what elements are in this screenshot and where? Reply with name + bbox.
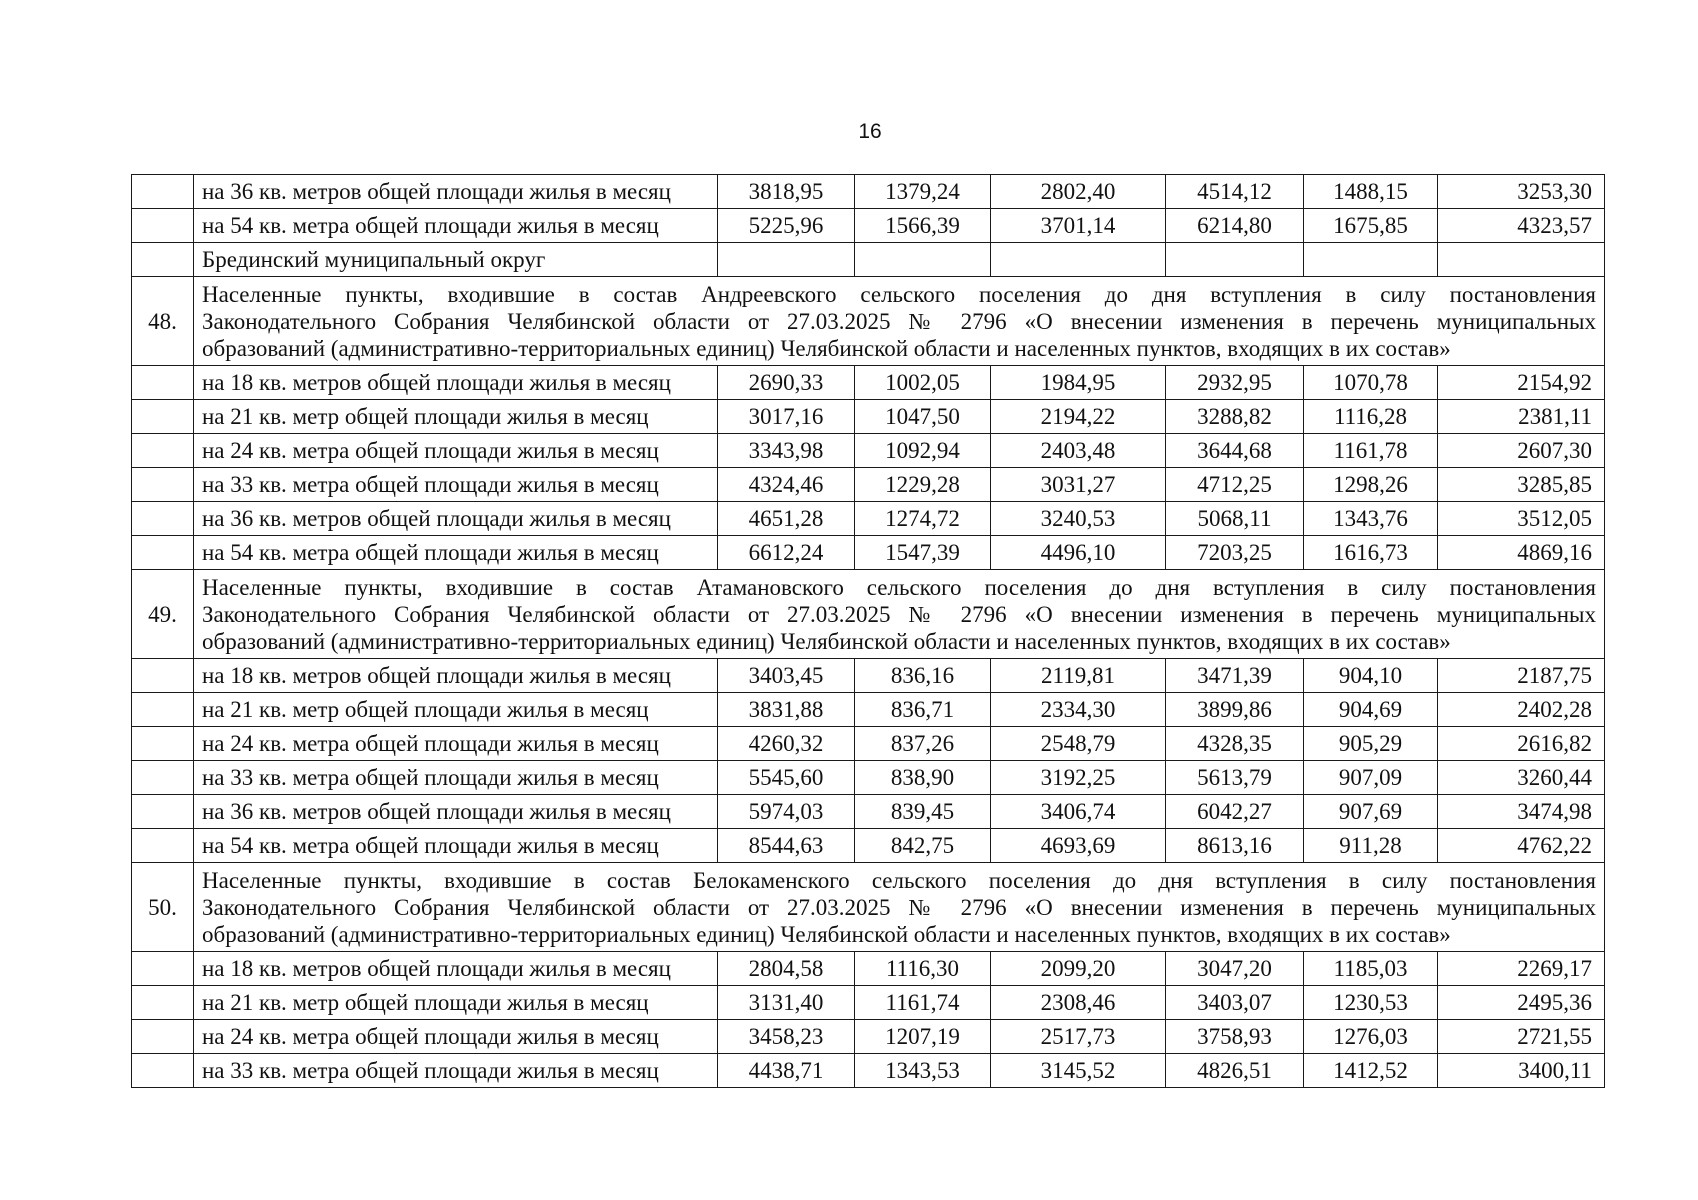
value-cell: 2402,28 xyxy=(1438,693,1605,727)
value-cell: 836,16 xyxy=(855,659,991,693)
value-cell: 3047,20 xyxy=(1166,952,1304,986)
section-description-line: Населенные пункты, входившие в состав Белокаменского сельского поселения до дня вступления в силу постановления xyxy=(202,867,1596,893)
row-label: на 18 кв. метров общей площади жилья в месяц xyxy=(194,952,718,986)
value-cell: 4438,71 xyxy=(718,1054,855,1088)
value-cell: 4514,12 xyxy=(1166,175,1304,209)
row-number xyxy=(132,761,194,795)
section-description-line: Населенные пункты, входившие в состав Атамановского сельского поселения до дня вступления в силу постановления xyxy=(202,574,1596,600)
table-row xyxy=(132,502,1605,536)
value-cell: 3288,82 xyxy=(1166,400,1304,434)
value-cell: 904,69 xyxy=(1304,693,1438,727)
value-cell: 1412,52 xyxy=(1304,1054,1438,1088)
value-cell: 3017,16 xyxy=(718,400,855,434)
value-cell: 1276,03 xyxy=(1304,1020,1438,1054)
value-cell: 4712,25 xyxy=(1166,468,1304,502)
value-cell: 3240,53 xyxy=(991,502,1166,536)
value-cell: 2690,33 xyxy=(718,366,855,400)
value-cell: 907,69 xyxy=(1304,795,1438,829)
table-row xyxy=(132,434,1605,468)
table-body xyxy=(132,175,1605,1088)
row-number xyxy=(132,536,194,570)
table-row xyxy=(132,986,1605,1020)
section-description-line: Законодательного Собрания Челябинской области от 27.03.2025 № 2796 «О внесении изменения в перечень муниципальных xyxy=(202,601,1596,627)
value-cell: 1116,28 xyxy=(1304,400,1438,434)
row-number xyxy=(132,502,194,536)
value-cell: 904,10 xyxy=(1304,659,1438,693)
row-number xyxy=(132,693,194,727)
row-number xyxy=(132,829,194,863)
table-row xyxy=(132,1020,1605,1054)
value-cell xyxy=(991,243,1166,277)
value-cell: 1047,50 xyxy=(855,400,991,434)
value-cell: 3145,52 xyxy=(991,1054,1166,1088)
value-cell xyxy=(1166,243,1304,277)
row-number xyxy=(132,986,194,1020)
value-cell: 2099,20 xyxy=(991,952,1166,986)
section-row xyxy=(132,277,1605,366)
district-name: Брединский муниципальный округ xyxy=(194,243,718,277)
value-cell: 3031,27 xyxy=(991,468,1166,502)
value-cell: 3474,98 xyxy=(1438,795,1605,829)
value-cell: 3400,11 xyxy=(1438,1054,1605,1088)
value-cell: 1547,39 xyxy=(855,536,991,570)
value-cell: 6612,24 xyxy=(718,536,855,570)
row-number xyxy=(132,795,194,829)
row-number xyxy=(132,209,194,243)
row-label: на 36 кв. метров общей площади жилья в месяц xyxy=(194,502,718,536)
value-cell: 3406,74 xyxy=(991,795,1166,829)
value-cell: 6214,80 xyxy=(1166,209,1304,243)
section-row xyxy=(132,863,1605,952)
value-cell: 2119,81 xyxy=(991,659,1166,693)
value-cell: 2334,30 xyxy=(991,693,1166,727)
value-cell: 3818,95 xyxy=(718,175,855,209)
value-cell: 2495,36 xyxy=(1438,986,1605,1020)
table-row xyxy=(132,1054,1605,1088)
section-row xyxy=(132,570,1605,659)
section-description-line: образований (административно-территориальных единиц) Челябинской области и населенных пунктов, входящих в их состав» xyxy=(202,921,1451,947)
value-cell: 2607,30 xyxy=(1438,434,1605,468)
row-number: 48. xyxy=(132,277,194,366)
value-cell: 842,75 xyxy=(855,829,991,863)
value-cell: 1343,53 xyxy=(855,1054,991,1088)
value-cell: 2721,55 xyxy=(1438,1020,1605,1054)
value-cell: 1185,03 xyxy=(1304,952,1438,986)
value-cell: 6042,27 xyxy=(1166,795,1304,829)
value-cell: 3471,39 xyxy=(1166,659,1304,693)
row-number xyxy=(132,434,194,468)
value-cell: 2187,75 xyxy=(1438,659,1605,693)
row-label: на 33 кв. метра общей площади жилья в месяц xyxy=(194,468,718,502)
table-row xyxy=(132,366,1605,400)
row-label: на 24 кв. метра общей площади жилья в месяц xyxy=(194,727,718,761)
section-description-line: образований (административно-территориальных единиц) Челябинской области и населенных пунктов, входящих в их состав» xyxy=(202,335,1451,361)
value-cell xyxy=(1304,243,1438,277)
value-cell: 2804,58 xyxy=(718,952,855,986)
value-cell: 2269,17 xyxy=(1438,952,1605,986)
value-cell: 1379,24 xyxy=(855,175,991,209)
value-cell: 3899,86 xyxy=(1166,693,1304,727)
value-cell: 1616,73 xyxy=(1304,536,1438,570)
value-cell: 1984,95 xyxy=(991,366,1166,400)
value-cell: 4826,51 xyxy=(1166,1054,1304,1088)
value-cell xyxy=(718,243,855,277)
value-cell: 3343,98 xyxy=(718,434,855,468)
value-cell: 8613,16 xyxy=(1166,829,1304,863)
value-cell: 5545,60 xyxy=(718,761,855,795)
district-heading-row xyxy=(132,243,1605,277)
value-cell: 3131,40 xyxy=(718,986,855,1020)
value-cell: 1488,15 xyxy=(1304,175,1438,209)
value-cell: 2616,82 xyxy=(1438,727,1605,761)
value-cell: 4762,22 xyxy=(1438,829,1605,863)
value-cell: 3831,88 xyxy=(718,693,855,727)
row-label: на 24 кв. метра общей площади жилья в месяц xyxy=(194,434,718,468)
row-label: на 54 кв. метра общей площади жилья в месяц xyxy=(194,209,718,243)
row-label: на 21 кв. метр общей площади жилья в месяц xyxy=(194,986,718,1020)
section-description xyxy=(194,863,1605,952)
value-cell: 5613,79 xyxy=(1166,761,1304,795)
value-cell: 3758,93 xyxy=(1166,1020,1304,1054)
value-cell: 1092,94 xyxy=(855,434,991,468)
row-number: 50. xyxy=(132,863,194,952)
table-row xyxy=(132,468,1605,502)
section-description-line: Законодательного Собрания Челябинской области от 27.03.2025 № 2796 «О внесении изменения в перечень муниципальных xyxy=(202,308,1596,334)
value-cell: 4496,10 xyxy=(991,536,1166,570)
value-cell: 3403,45 xyxy=(718,659,855,693)
value-cell: 1002,05 xyxy=(855,366,991,400)
table-row xyxy=(132,829,1605,863)
value-cell: 4324,46 xyxy=(718,468,855,502)
value-cell: 5974,03 xyxy=(718,795,855,829)
value-cell: 839,45 xyxy=(855,795,991,829)
value-cell: 2932,95 xyxy=(1166,366,1304,400)
value-cell: 7203,25 xyxy=(1166,536,1304,570)
section-description-line: Населенные пункты, входившие в состав Андреевского сельского поселения до дня вступления в силу постановления xyxy=(202,281,1596,307)
row-label: на 21 кв. метр общей площади жилья в месяц xyxy=(194,693,718,727)
value-cell: 4260,32 xyxy=(718,727,855,761)
value-cell: 2403,48 xyxy=(991,434,1166,468)
value-cell: 3701,14 xyxy=(991,209,1166,243)
value-cell: 4323,57 xyxy=(1438,209,1605,243)
value-cell: 1161,78 xyxy=(1304,434,1438,468)
value-cell: 3644,68 xyxy=(1166,434,1304,468)
row-label: на 33 кв. метра общей площади жилья в месяц xyxy=(194,1054,718,1088)
value-cell: 905,29 xyxy=(1304,727,1438,761)
row-label: на 21 кв. метр общей площади жилья в месяц xyxy=(194,400,718,434)
value-cell: 837,26 xyxy=(855,727,991,761)
value-cell: 3260,44 xyxy=(1438,761,1605,795)
value-cell: 2308,46 xyxy=(991,986,1166,1020)
row-number xyxy=(132,468,194,502)
value-cell: 836,71 xyxy=(855,693,991,727)
value-cell: 1343,76 xyxy=(1304,502,1438,536)
row-number xyxy=(132,1054,194,1088)
value-cell: 3458,23 xyxy=(718,1020,855,1054)
table-row xyxy=(132,536,1605,570)
table-row xyxy=(132,761,1605,795)
value-cell: 911,28 xyxy=(1304,829,1438,863)
value-cell: 1274,72 xyxy=(855,502,991,536)
table-row xyxy=(132,952,1605,986)
value-cell: 2802,40 xyxy=(991,175,1166,209)
value-cell: 3253,30 xyxy=(1438,175,1605,209)
value-cell: 838,90 xyxy=(855,761,991,795)
value-cell: 2517,73 xyxy=(991,1020,1166,1054)
value-cell xyxy=(1438,243,1605,277)
value-cell: 5068,11 xyxy=(1166,502,1304,536)
row-number xyxy=(132,952,194,986)
subsistence-cost-table xyxy=(131,174,1605,1088)
section-description xyxy=(194,570,1605,659)
value-cell: 1566,39 xyxy=(855,209,991,243)
section-description-line: Законодательного Собрания Челябинской области от 27.03.2025 № 2796 «О внесении изменения в перечень муниципальных xyxy=(202,894,1596,920)
value-cell: 1070,78 xyxy=(1304,366,1438,400)
table-row xyxy=(132,659,1605,693)
value-cell: 4328,35 xyxy=(1166,727,1304,761)
row-number: 49. xyxy=(132,570,194,659)
row-label: на 54 кв. метра общей площади жилья в месяц xyxy=(194,829,718,863)
value-cell: 2548,79 xyxy=(991,727,1166,761)
value-cell: 1229,28 xyxy=(855,468,991,502)
value-cell: 1298,26 xyxy=(1304,468,1438,502)
table-row xyxy=(132,209,1605,243)
value-cell: 8544,63 xyxy=(718,829,855,863)
value-cell xyxy=(855,243,991,277)
value-cell: 4651,28 xyxy=(718,502,855,536)
row-label: на 18 кв. метров общей площади жилья в месяц xyxy=(194,366,718,400)
value-cell: 5225,96 xyxy=(718,209,855,243)
value-cell: 1161,74 xyxy=(855,986,991,1020)
value-cell: 4693,69 xyxy=(991,829,1166,863)
row-number xyxy=(132,727,194,761)
value-cell: 907,09 xyxy=(1304,761,1438,795)
row-number xyxy=(132,400,194,434)
section-description xyxy=(194,277,1605,366)
table-row xyxy=(132,175,1605,209)
table-row xyxy=(132,727,1605,761)
table-row xyxy=(132,400,1605,434)
value-cell: 2194,22 xyxy=(991,400,1166,434)
value-cell: 3192,25 xyxy=(991,761,1166,795)
row-number xyxy=(132,659,194,693)
value-cell: 2381,11 xyxy=(1438,400,1605,434)
value-cell: 1230,53 xyxy=(1304,986,1438,1020)
value-cell: 1116,30 xyxy=(855,952,991,986)
row-label: на 54 кв. метра общей площади жилья в месяц xyxy=(194,536,718,570)
row-label: на 36 кв. метров общей площади жилья в месяц xyxy=(194,175,718,209)
row-number xyxy=(132,366,194,400)
section-description-line: образований (административно-территориальных единиц) Челябинской области и населенных пунктов, входящих в их состав» xyxy=(202,628,1451,654)
value-cell: 1207,19 xyxy=(855,1020,991,1054)
page-number: 16 xyxy=(858,120,882,143)
row-label: на 33 кв. метра общей площади жилья в месяц xyxy=(194,761,718,795)
value-cell: 4869,16 xyxy=(1438,536,1605,570)
value-cell: 1675,85 xyxy=(1304,209,1438,243)
row-label: на 36 кв. метров общей площади жилья в месяц xyxy=(194,795,718,829)
row-number xyxy=(132,243,194,277)
table-row xyxy=(132,693,1605,727)
row-number xyxy=(132,175,194,209)
value-cell: 3403,07 xyxy=(1166,986,1304,1020)
value-cell: 3512,05 xyxy=(1438,502,1605,536)
row-label: на 24 кв. метра общей площади жилья в месяц xyxy=(194,1020,718,1054)
row-label: на 18 кв. метров общей площади жилья в месяц xyxy=(194,659,718,693)
value-cell: 3285,85 xyxy=(1438,468,1605,502)
row-number xyxy=(132,1020,194,1054)
value-cell: 2154,92 xyxy=(1438,366,1605,400)
table-row xyxy=(132,795,1605,829)
